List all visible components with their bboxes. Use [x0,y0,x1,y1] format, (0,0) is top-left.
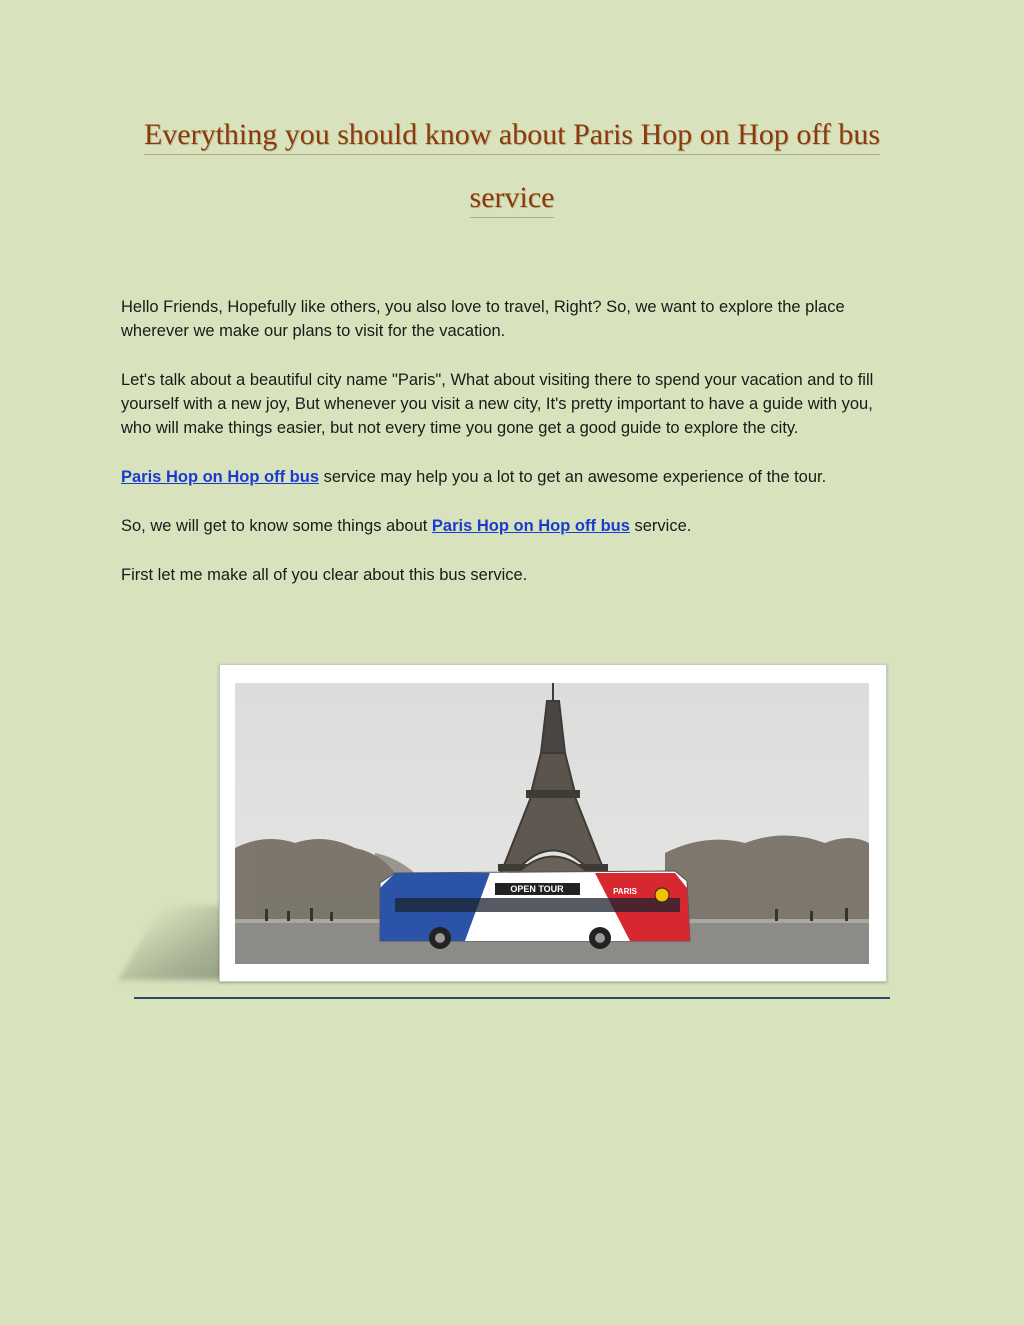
paragraph-service [121,465,901,489]
paragraph-know-end: service. [629,517,692,535]
title-line-2: service [470,181,555,218]
paragraph-intro: Hello Friends, Hopefully like others, you also love to travel, Right? So, we want to explore the place wherever we make our plans to visit for the vacation. [121,298,845,340]
eiffel-tower-bus-photo [235,683,869,964]
paragraph-know [121,514,901,538]
paragraph-paris: Let's talk about a beautiful city name "Paris", What about visiting there to spend your vacation and to fill yourself with a new joy, But whenever you visit a new city, It's pretty important to have a guide with you, who will make things easier, but not every time you gone get a good guide to explore the city. [121,371,874,437]
paragraph-know-text: So, we will get to know some things about [121,517,432,535]
bus-icon [380,871,690,949]
title-line-1: Everything you should know about Paris Hop on Hop off bus [144,118,880,155]
photo-frame [219,664,887,982]
article-body [121,295,901,612]
page-title [0,118,1024,218]
paragraph-clear: First let me make all of you clear about this bus service. [121,566,528,584]
bus-service-link-2[interactable]: Paris Hop on Hop off bus [431,517,630,535]
paragraph-service-text: service may help you a lot to get an awesome experience of the tour. [319,468,827,486]
bus-city: PARIS [613,887,637,896]
bus-sign: OPEN TOUR [510,884,564,894]
bus-service-link[interactable]: Paris Hop on Hop off bus [121,468,319,486]
section-divider [134,997,890,999]
